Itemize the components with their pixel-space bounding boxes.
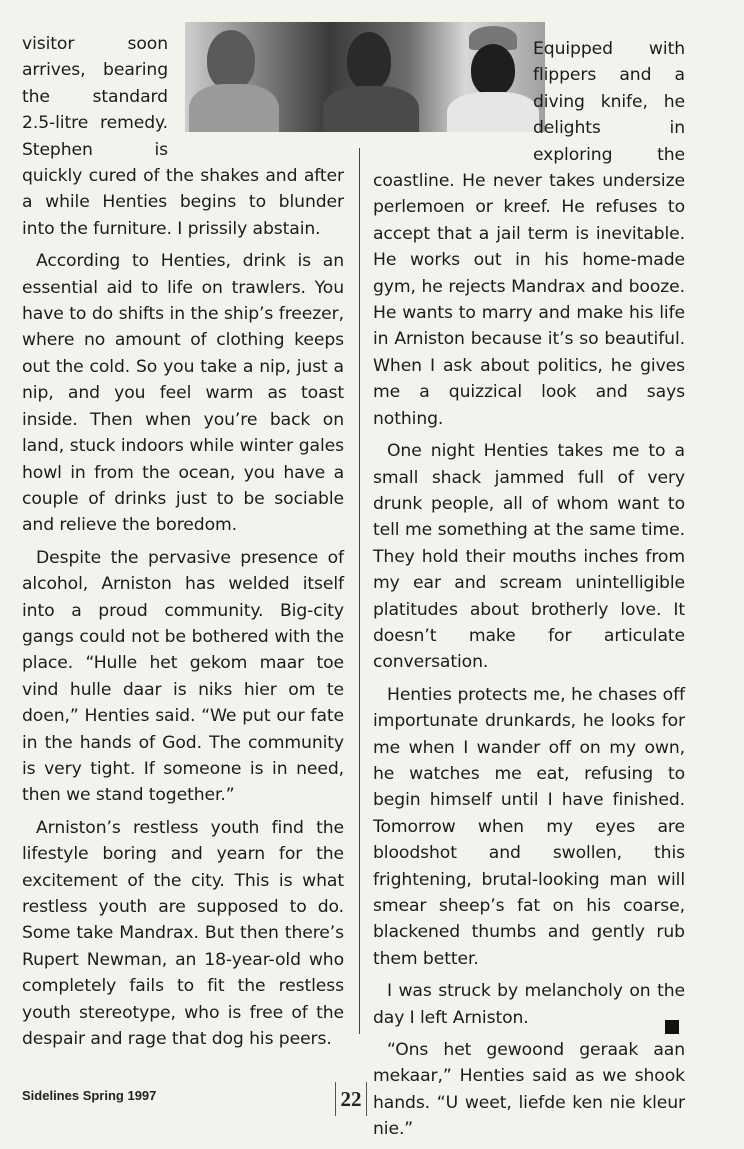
- paragraph: According to Henties, drink is an essential aid to life on trawlers. You have to do shifts in the ship’s freezer, where no amount of clothing keeps out the cold. So you take a nip, just a nip, and you feel warm as toast inside. Then when you’re back on land, stuck indoors while winter gales howl in from the ocean, you have a couple of drinks just to be sociable and relieve the boredom.: [22, 251, 344, 536]
- article-column-right: [373, 36, 685, 1149]
- photo-wrap-space: [373, 36, 533, 144]
- paragraph: Arniston’s restless youth find the lifestyle boring and yearn for the excitement of the city. This is what restless youth are supposed to do. Some take Mandrax. But then there’s Rupert Newman, an 18-year-old who completely fails to fit the restless youth stereotype, who is free of the despair and rage that dog his peers.: [22, 817, 344, 1050]
- paragraph: “Ons het gewoond geraak aan mekaar,” Henties said as we shook hands. “U weet, liefde ken nie kleur nie.”: [373, 1040, 685, 1140]
- paragraph: Despite the pervasive presence of alcohol, Arniston has welded itself into a proud community. Big-city gangs could not be bothered with the place. “Hulle het gekom maar toe vind hulle daar is niks hier om te doen,” Henties said. “We put our fate in the hands of God. The community is very tight. If someone is in need, then we stand together.”: [22, 547, 344, 806]
- paragraph: Equipped with flippers and a diving knife, he delights in exploring the coastline. He never takes undersize perlemoen or kreef. He refuses to accept that a jail term is inevitable. He works out in his home-made gym, he rejects Mandrax and booze. He wants to marry and make his life in Arniston because it’s so beautiful. When I ask about politics, he gives me a quizzical look and says nothing.: [373, 39, 685, 429]
- page-number: 22: [335, 1082, 367, 1116]
- publication-title: Sidelines Spring 1997: [22, 1088, 157, 1103]
- article-column-left: [22, 31, 344, 1058]
- column-divider: [359, 148, 360, 1034]
- paragraph: visitor soon arrives, bearing the standard 2.5-litre remedy. Stephen is quickly cured of the shakes and after a while Henties begins to blunder into the furniture. I prissily abstain.: [22, 34, 344, 239]
- paragraph: One night Henties takes me to a small shack jammed full of very drunk people, all of whom want to tell me something at the same time. They hold their mouths inches from my ear and scream unintelligible platitudes about brotherly love. It doesn’t make for articulate conversation.: [373, 441, 685, 673]
- paragraph: Henties protects me, he chases off importunate drunkards, he looks for me when I wander off on my own, he watches me eat, refusing to begin himself until I have finished. Tomorrow when my eyes are bloodshot and swollen, this frightening, brutal-looking man will smear sheep’s fat on his coarse, blackened thumbs and gently rub them better.: [373, 684, 685, 969]
- paragraph: I was struck by melancholy on the day I left Arniston.: [373, 981, 685, 1028]
- end-of-article-square-icon: [665, 1020, 679, 1034]
- photo-wrap-space: [168, 31, 344, 139]
